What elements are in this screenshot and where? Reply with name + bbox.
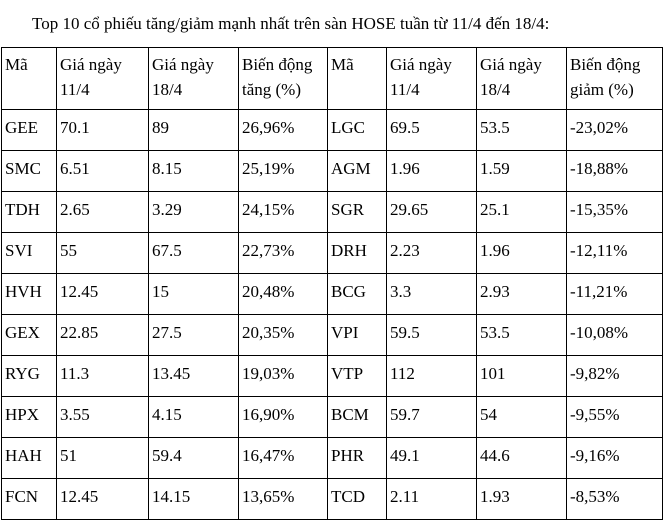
header-cell-change-gain: Biến động tăng (%) [239,48,328,110]
loss-change-cell: -15,35% [567,192,663,233]
gain-code-cell: HPX [2,397,57,438]
gain-change-cell: 16,47% [239,438,328,479]
table-row [2,356,663,397]
table-row [2,315,663,356]
loss-price-start-cell: 29.65 [387,192,477,233]
loss-code-cell: SGR [328,192,387,233]
loss-code-cell: VPI [328,315,387,356]
gain-code-cell: FCN [2,479,57,520]
loss-price-start-cell: 59.7 [387,397,477,438]
loss-price-end-cell: 25.1 [477,192,567,233]
gain-code-cell: SMC [2,151,57,192]
header-cell-change-loss: Biến động giảm (%) [567,48,663,110]
gain-price-start-cell: 12.45 [57,274,149,315]
loss-change-cell: -10,08% [567,315,663,356]
loss-price-end-cell: 1.96 [477,233,567,274]
gain-code-cell: HAH [2,438,57,479]
table-header-row [2,48,663,110]
gain-price-start-cell: 55 [57,233,149,274]
gain-change-cell: 20,35% [239,315,328,356]
loss-code-cell: AGM [328,151,387,192]
gain-change-cell: 13,65% [239,479,328,520]
gain-price-start-cell: 3.55 [57,397,149,438]
loss-price-end-cell: 2.93 [477,274,567,315]
gain-change-cell: 16,90% [239,397,328,438]
loss-price-end-cell: 1.93 [477,479,567,520]
gain-price-end-cell: 27.5 [149,315,239,356]
gain-change-cell: 22,73% [239,233,328,274]
gain-change-cell: 19,03% [239,356,328,397]
header-cell-price-start-gain: Giá ngày 11/4 [57,48,149,110]
table-row [2,110,663,151]
loss-code-cell: PHR [328,438,387,479]
loss-price-start-cell: 49.1 [387,438,477,479]
loss-code-cell: BCM [328,397,387,438]
loss-price-end-cell: 1.59 [477,151,567,192]
loss-price-end-cell: 44.6 [477,438,567,479]
gain-change-cell: 24,15% [239,192,328,233]
loss-price-start-cell: 112 [387,356,477,397]
gain-code-cell: RYG [2,356,57,397]
table-row [2,397,663,438]
loss-change-cell: -12,11% [567,233,663,274]
header-cell-price-end-gain: Giá ngày 18/4 [149,48,239,110]
loss-price-end-cell: 53.5 [477,110,567,151]
table-row [2,479,663,520]
gain-price-start-cell: 2.65 [57,192,149,233]
page-title: Top 10 cổ phiếu tăng/giảm mạnh nhất trên sàn HOSE tuần từ 11/4 đến 18/4: [32,14,550,33]
loss-price-start-cell: 3.3 [387,274,477,315]
header-cell-price-start-loss: Giá ngày 11/4 [387,48,477,110]
table-row [2,192,663,233]
gain-price-start-cell: 51 [57,438,149,479]
loss-code-cell: BCG [328,274,387,315]
loss-price-start-cell: 2.11 [387,479,477,520]
loss-change-cell: -23,02% [567,110,663,151]
gain-code-cell: GEX [2,315,57,356]
gain-price-end-cell: 89 [149,110,239,151]
loss-change-cell: -9,55% [567,397,663,438]
gain-code-cell: SVI [2,233,57,274]
header-cell-price-end-loss: Giá ngày 18/4 [477,48,567,110]
gain-price-end-cell: 14.15 [149,479,239,520]
header-cell-code-loss: Mã [328,48,387,110]
gain-code-cell: HVH [2,274,57,315]
loss-change-cell: -9,16% [567,438,663,479]
gain-price-start-cell: 22.85 [57,315,149,356]
table-row [2,151,663,192]
gain-change-cell: 25,19% [239,151,328,192]
table-row [2,438,663,479]
table-row [2,274,663,315]
loss-code-cell: DRH [328,233,387,274]
header-cell-code-gain: Mã [2,48,57,110]
gain-price-end-cell: 13.45 [149,356,239,397]
stock-movers-table [1,47,663,520]
gain-price-start-cell: 6.51 [57,151,149,192]
loss-price-end-cell: 101 [477,356,567,397]
loss-code-cell: LGC [328,110,387,151]
loss-price-start-cell: 59.5 [387,315,477,356]
loss-code-cell: TCD [328,479,387,520]
loss-price-start-cell: 1.96 [387,151,477,192]
table-row [2,233,663,274]
gain-code-cell: TDH [2,192,57,233]
gain-change-cell: 26,96% [239,110,328,151]
gain-price-end-cell: 8.15 [149,151,239,192]
loss-change-cell: -9,82% [567,356,663,397]
loss-change-cell: -8,53% [567,479,663,520]
gain-price-end-cell: 59.4 [149,438,239,479]
gain-price-end-cell: 4.15 [149,397,239,438]
gain-price-end-cell: 15 [149,274,239,315]
loss-price-start-cell: 69.5 [387,110,477,151]
gain-price-end-cell: 3.29 [149,192,239,233]
gain-price-start-cell: 70.1 [57,110,149,151]
loss-price-end-cell: 53.5 [477,315,567,356]
gain-price-start-cell: 12.45 [57,479,149,520]
loss-price-start-cell: 2.23 [387,233,477,274]
loss-change-cell: -18,88% [567,151,663,192]
gain-change-cell: 20,48% [239,274,328,315]
gain-price-start-cell: 11.3 [57,356,149,397]
loss-code-cell: VTP [328,356,387,397]
loss-change-cell: -11,21% [567,274,663,315]
gain-code-cell: GEE [2,110,57,151]
gain-price-end-cell: 67.5 [149,233,239,274]
loss-price-end-cell: 54 [477,397,567,438]
